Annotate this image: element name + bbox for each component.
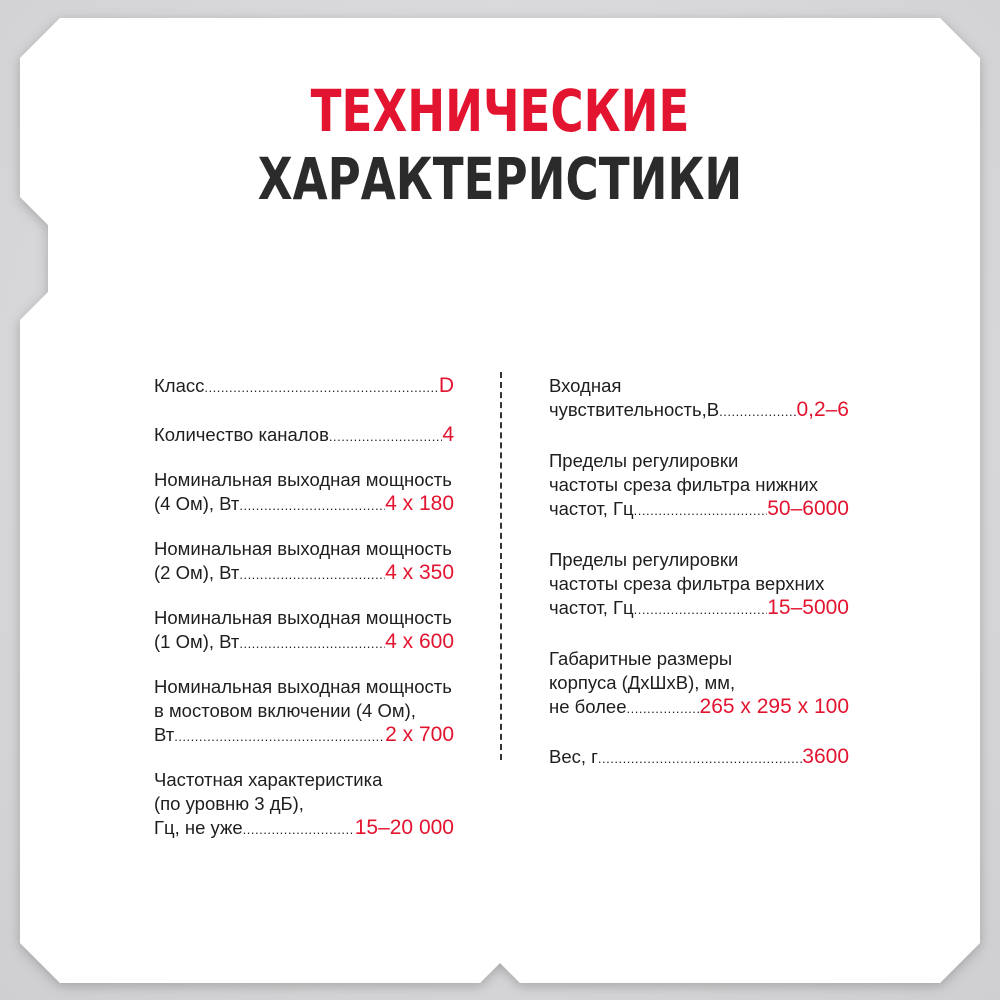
spec-value: 265 х 295 х 100 bbox=[699, 695, 849, 718]
dot-leader bbox=[239, 563, 385, 587]
spec-value: 15–5000 bbox=[767, 596, 849, 619]
spec-label-line: Пределы регулировки bbox=[549, 549, 739, 570]
spec-value-row bbox=[154, 816, 454, 840]
dot-leader bbox=[243, 818, 355, 842]
spec-label: Класс bbox=[154, 375, 205, 396]
spec-value: 15–20 000 bbox=[354, 816, 454, 839]
spec-label-line: (по уровню 3 дБ), bbox=[154, 793, 304, 814]
spec-label-line: частоты среза фильтра верхних bbox=[549, 573, 825, 594]
title-line-2: ХАРАКТЕРИСТИКИ bbox=[257, 145, 743, 213]
title-line-1: ТЕХНИЧЕСКИЕ bbox=[310, 77, 690, 145]
spec-value: 2 х 700 bbox=[385, 723, 454, 746]
spec-label: (2 Ом), Вт bbox=[154, 562, 240, 583]
dot-leader bbox=[174, 725, 385, 749]
dot-leader bbox=[598, 747, 802, 771]
dot-leader bbox=[329, 425, 442, 449]
spec-label: частот, Гц bbox=[549, 498, 634, 519]
spec-item bbox=[549, 548, 849, 620]
spec-value-row bbox=[549, 596, 849, 620]
spec-value-row bbox=[154, 723, 454, 747]
spec-value-row bbox=[549, 398, 849, 422]
spec-label-line: Номинальная выходная мощность bbox=[154, 676, 452, 697]
spec-value-row bbox=[154, 561, 454, 585]
spec-label-line: Частотная характеристика bbox=[154, 769, 383, 790]
spec-item bbox=[154, 768, 454, 840]
spec-value-row bbox=[154, 423, 454, 447]
spec-label-line: в мостовом включении (4 Ом), bbox=[154, 700, 416, 721]
spec-value-row bbox=[154, 630, 454, 654]
spec-item bbox=[154, 537, 454, 585]
spec-label: Гц, не уже bbox=[154, 817, 243, 838]
spec-value: 4 х 600 bbox=[385, 630, 454, 653]
spec-label-line: Номинальная выходная мощность bbox=[154, 607, 452, 628]
spec-value-row bbox=[154, 374, 454, 398]
spec-label: не более bbox=[549, 696, 627, 717]
dot-leader bbox=[239, 632, 385, 656]
dot-leader bbox=[634, 598, 768, 622]
spec-label: (1 Ом), Вт bbox=[154, 631, 240, 652]
spec-value: 3600 bbox=[802, 745, 849, 768]
spec-label-line: Номинальная выходная мощность bbox=[154, 469, 452, 490]
column-divider bbox=[500, 372, 502, 760]
spec-value: 0,2–6 bbox=[796, 398, 849, 421]
spec-value: 50–6000 bbox=[767, 497, 849, 520]
spec-value-row bbox=[549, 745, 849, 769]
spec-label: чувствительность,В bbox=[549, 399, 720, 420]
spec-item bbox=[549, 745, 849, 769]
spec-column-right bbox=[549, 374, 849, 769]
spec-item bbox=[549, 449, 849, 521]
dot-leader bbox=[634, 499, 768, 523]
spec-item bbox=[154, 423, 454, 447]
spec-label: Количество каналов bbox=[154, 424, 329, 445]
spec-label-line: корпуса (ДхШхВ), мм, bbox=[549, 672, 736, 693]
dot-leader bbox=[239, 494, 385, 518]
spec-item bbox=[154, 675, 454, 747]
spec-label-line: частоты среза фильтра нижних bbox=[549, 474, 819, 495]
spec-label-line: Номинальная выходная мощность bbox=[154, 538, 452, 559]
spec-value: 4 х 350 bbox=[385, 561, 454, 584]
spec-label: частот, Гц bbox=[549, 597, 634, 618]
spec-label: (4 Ом), Вт bbox=[154, 493, 240, 514]
spec-label: Вес, г bbox=[549, 746, 598, 767]
spec-value: D bbox=[438, 374, 454, 397]
spec-label-line: Пределы регулировки bbox=[549, 450, 739, 471]
spec-value-row bbox=[549, 695, 849, 719]
spec-value: 4 bbox=[442, 423, 454, 446]
spec-item bbox=[549, 647, 849, 719]
spec-value: 4 х 180 bbox=[385, 492, 454, 515]
spec-label: Вт bbox=[154, 724, 175, 745]
spec-item bbox=[549, 374, 849, 422]
spec-item bbox=[154, 606, 454, 654]
spec-column-left bbox=[154, 374, 454, 840]
spec-value-row bbox=[154, 492, 454, 516]
dot-leader bbox=[204, 376, 438, 400]
dot-leader bbox=[719, 400, 796, 424]
spec-value-row bbox=[549, 497, 849, 521]
dot-leader bbox=[627, 697, 700, 721]
spec-label-line: Габаритные размеры bbox=[549, 648, 733, 669]
spec-item bbox=[154, 374, 454, 398]
spec-label-line: Входная bbox=[549, 375, 622, 396]
spec-item bbox=[154, 468, 454, 516]
